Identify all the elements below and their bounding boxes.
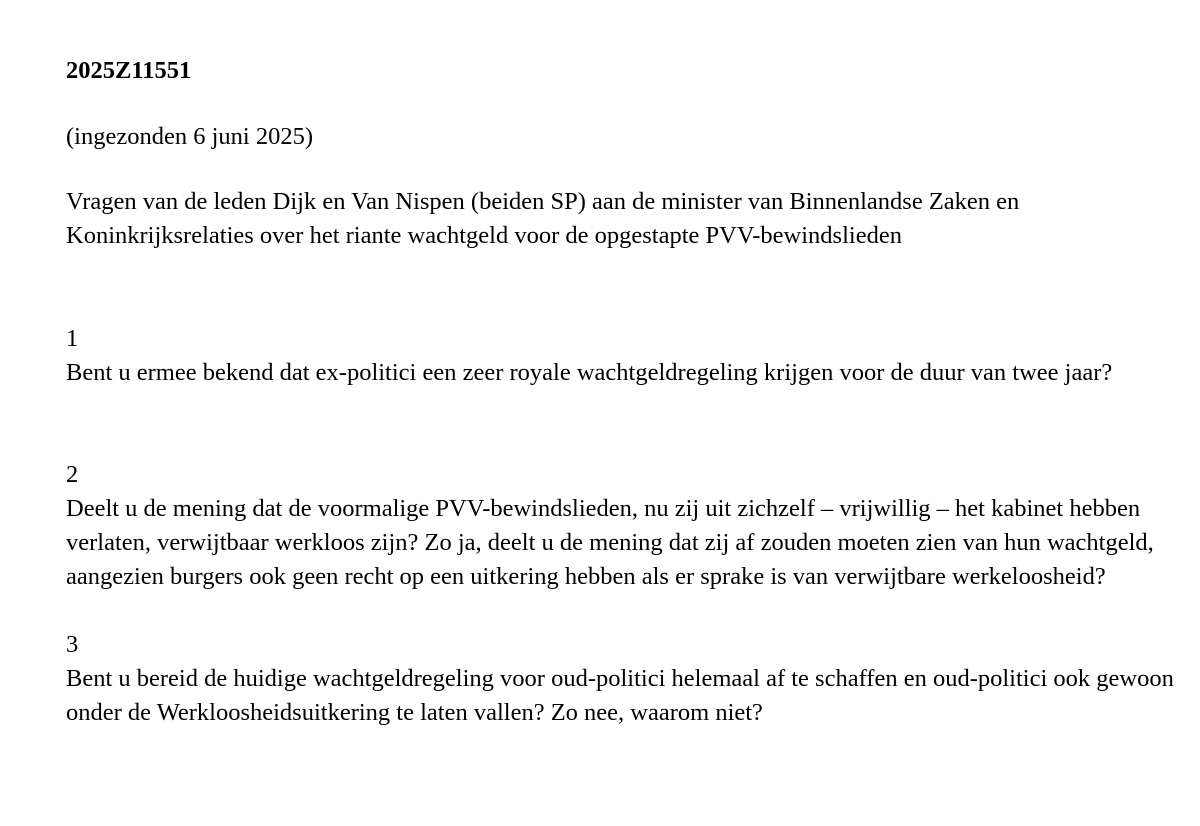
question-number: 3	[66, 631, 79, 658]
document-id: 2025Z11551	[66, 57, 192, 84]
question-text: Bent u ermee bekend dat ex-politici een zeer royale wachtgeldregeling krijgen voor de duur van twee jaar?	[66, 359, 1113, 386]
question-text: Bent u bereid de huidige wachtgeldregeling voor oud-politici helemaal af te schaffen en oud-politici ook gewoon onder de Werkloosheidsuitkering te laten vallen? Zo nee, waarom niet?	[66, 665, 1174, 726]
question-number: 1	[66, 325, 79, 352]
question-text: Deelt u de mening dat de voormalige PVV-bewindslieden, nu zij uit zichzelf – vrijwillig – het kabinet hebben verlaten, verwijtbaar werkloos zijn? Zo ja, deelt u de mening dat zij af zouden moeten zien van hun wachtgeld, aangezien burgers ook geen recht op een uitkering hebben als er sprake is van verwijtbare werkeloosheid?	[66, 495, 1154, 590]
question-1	[66, 322, 1176, 390]
question-2	[66, 458, 1176, 594]
question-3	[66, 628, 1176, 730]
submission-date: (ingezonden 6 juni 2025)	[66, 123, 313, 150]
document	[66, 54, 1176, 730]
document-title: Vragen van de leden Dijk en Van Nispen (beiden SP) aan de minister van Binnenlandse Zaken en Koninkrijksrelaties over het riante wachtgeld voor de opgestapte PVV-bewindslieden	[66, 188, 1020, 249]
question-number: 2	[66, 461, 79, 488]
